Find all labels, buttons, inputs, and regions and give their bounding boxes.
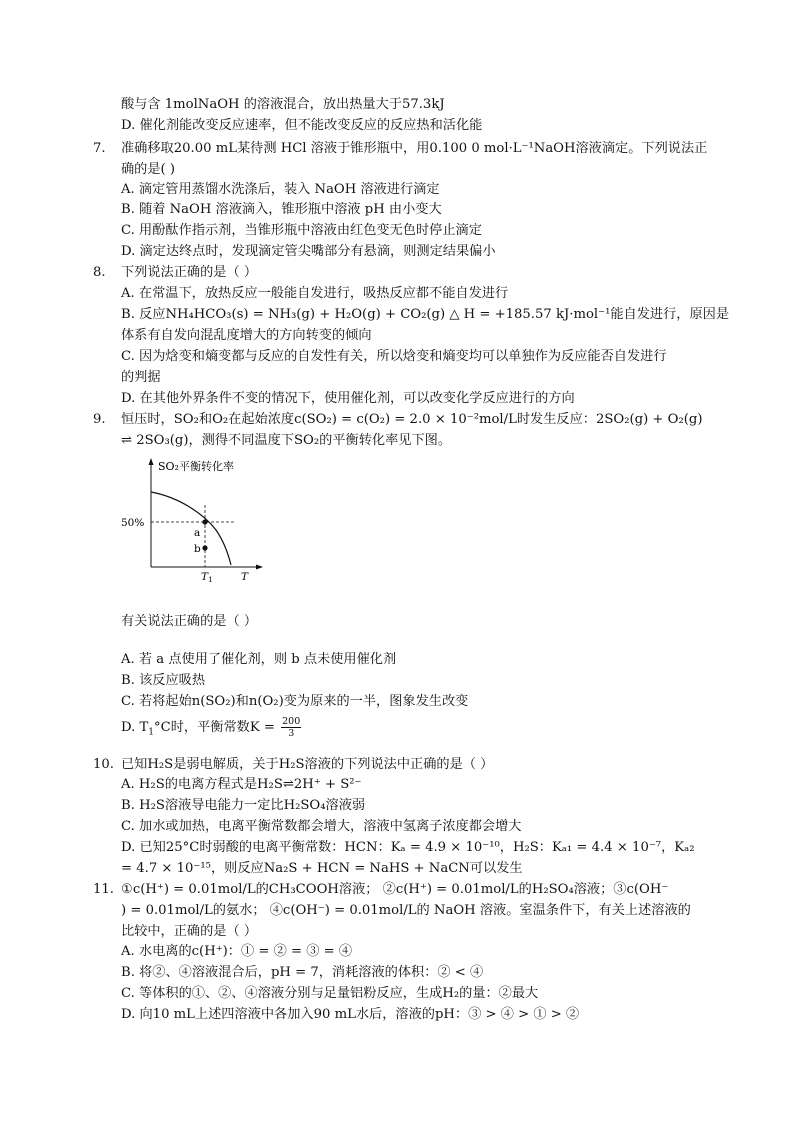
text-line: 已知H₂S是弱电解质，关于H₂S溶液的下列说法中正确的是（ ） [121,757,494,772]
text-line: B. 该反应吸热 [121,673,206,688]
text-line: A. 在常温下，放热反应一般能自发进行，吸热反应都不能自发进行 [121,286,509,301]
text-line: 的判据 [121,370,161,385]
text-line: 有关说法正确的是（ ） [121,614,258,629]
text-line: D. 在其他外界条件不变的情况下，使用催化剂，可以改变化学反应进行的方向 [121,391,575,406]
text-line: ⇌ 2SO₃(g)，测得不同温度下SO₂的平衡转化率见下图。 [121,433,452,448]
text-line: 恒压时，SO₂和O₂在起始浓度c(SO₂) = c(O₂) = 2.0 × 10⁻²mol/L时发生反应：2SO₂(g) + O₂(g) [121,412,703,427]
text-line: = 4.7 × 10⁻¹⁵，则反应Na₂S + HCN = NaHS + NaCN可以发生 [121,861,523,876]
question-number: 9. [93,412,106,427]
question-number: 8. [93,265,106,280]
text-line: D. 滴定达终点时，发现滴定管尖嘴部分有悬滴，则测定结果偏小 [121,244,496,259]
text-line: A. 水电离的c(H⁺)：① = ② = ③ = ④ [121,944,353,959]
text-line: C. 等体积的①、②、④溶液分别与足量铝粉反应，生成H₂的量：②最大 [121,986,539,1001]
text-line: A. H₂S的电离方程式是H₂S⇌2H⁺ + S²⁻ [121,777,362,792]
question-number: 7. [93,141,106,156]
y-axis-arrow [149,458,154,465]
y-tick-50: 50% [121,517,145,529]
text-line: C. 用酚酞作指示剂，当锥形瓶中溶液由红色变无色时停止滴定 [121,223,482,238]
q9-option-d: D. $T_1^\circ C$时，平衡常数K = $\frac{200}{3}$ [121,716,301,739]
question-number: 10. [93,757,114,772]
text-line: A. 滴定管用蒸馏水洗涤后，装入 NaOH 溶液进行滴定 [121,182,440,197]
text-line: 比较中，正确的是（ ） [121,924,258,939]
text-line: 准确移取20.00 mL某待测 HCl 溶液于锥形瓶中，用0.100 0 mol·L⁻¹NaOH溶液滴定。下列说法正 [121,141,708,156]
text-line: 体系有自发向混乱度增大的方向转变的倾向 [121,328,372,343]
label-b: b [194,543,201,555]
point-a [202,519,207,524]
text-line: B. 将②、④溶液混合后，pH = 7，消耗溶液的体积：② < ④ [121,965,484,980]
text-line: B. 反应NH₄HCO₃(s) = NH₃(g) + H₂O(g) + CO₂(g) △ H = +185.57 kJ·mol⁻¹能自发进行，原因是 [121,307,730,322]
fraction: $\frac{200}{3}$ [282,716,301,739]
chart-ylabel: SO₂平衡转化率 [158,460,234,473]
question-number: 11. [93,882,114,897]
x-label-t: T [241,571,249,583]
equilibrium-curve [151,492,231,565]
x-axis-arrow [256,565,263,570]
text-line: D. 已知25°C时弱酸的电离平衡常数：HCN：Kₐ = 4.9 × 10⁻¹⁰，H₂S：Kₐ₁ = 4.4 × 10⁻⁷，Kₐ₂ [121,840,695,855]
text-line: ) = 0.01mol/L的氨水； ④c(OH⁻) = 0.01mol/L的 NaOH 溶液。室温条件下，有关上述溶液的 [121,903,691,918]
text-line: 确的是( ) [121,162,176,177]
text-line: 酸与含 1molNaOH 的溶液混合，放出热量大于57.3kJ [121,97,445,112]
so2-conversion-chart [118,455,268,587]
text-line: ①c(H⁺) = 0.01mol/L的CH₃COOH溶液； ②c(H⁺) = 0.01mol/L的H₂SO₄溶液；③c(OH⁻ [121,882,669,897]
text-line: 下列说法正确的是（ ） [121,265,258,280]
text-line: B. H₂S溶液导电能力一定比H₂SO₄溶液弱 [121,798,366,813]
text-line: C. 加水或加热，电离平衡常数都会增大，溶液中氢离子浓度都会增大 [121,819,522,834]
text-line: D. 向10 mL上述四溶液中各加入90 mL水后，溶液的pH：③ > ④ > ① > ② [121,1007,580,1022]
point-b [202,545,207,550]
x-label-t1: T1 [201,571,213,584]
text-line: D. 催化剂能改变反应速率，但不能改变反应的反应热和活化能 [121,118,483,133]
text-line: C. 因为焓变和熵变都与反应的自发性有关，所以焓变和熵变均可以单独作为反应能否自发进行 [121,349,667,364]
text-line: A. 若 a 点使用了催化剂，则 b 点未使用催化剂 [121,652,397,667]
text-line: C. 若将起始n(SO₂)和n(O₂)变为原来的一半，图象发生改变 [121,694,469,709]
text-line: B. 随着 NaOH 溶液滴入，锥形瓶中溶液 pH 由小变大 [121,202,442,217]
label-a: a [194,527,201,539]
